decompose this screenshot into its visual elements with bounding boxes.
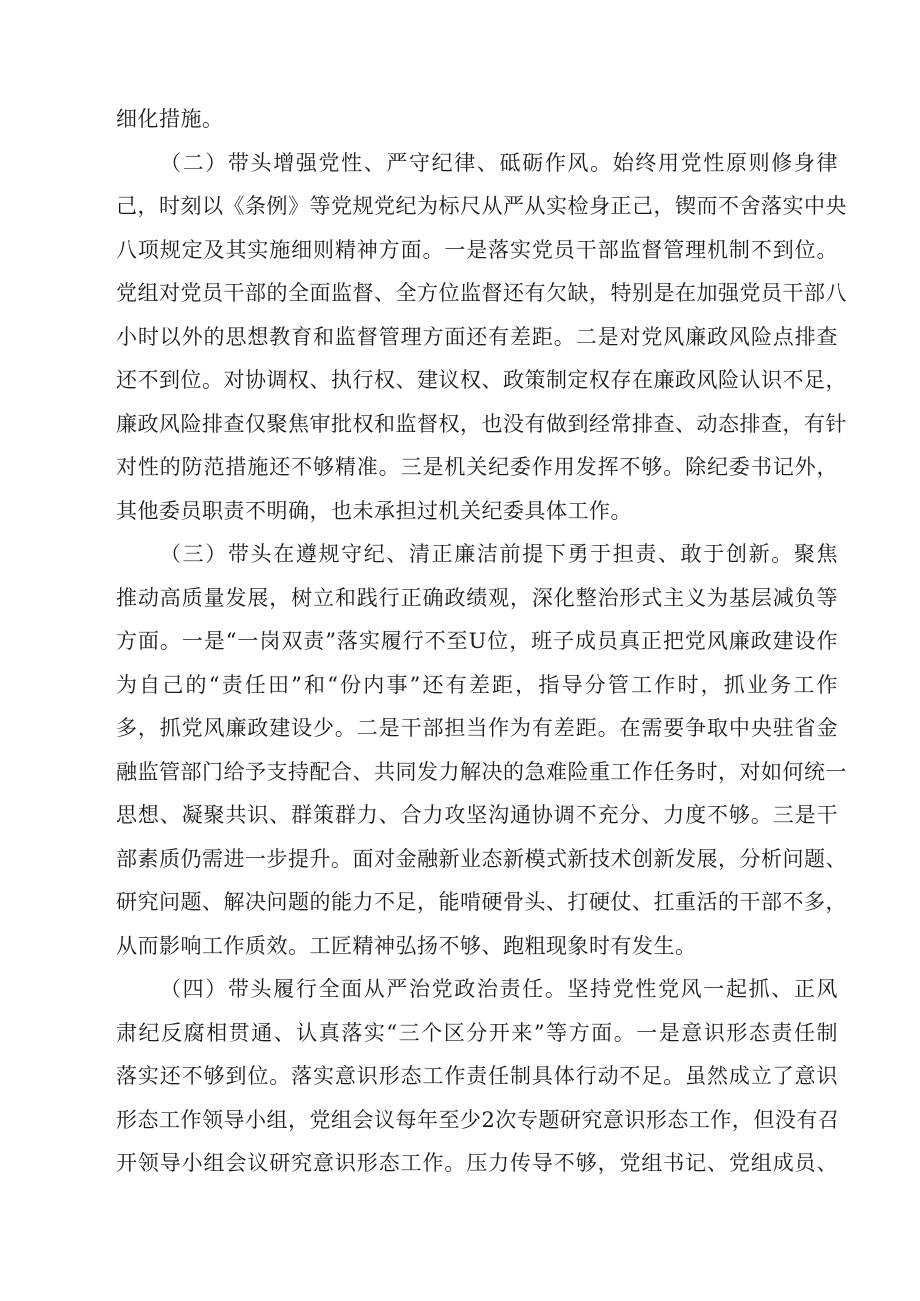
text-line	[116, 490, 838, 534]
line-text: （三）带头在遵规守纪、清正廉洁前提下勇于担责、敢于创新。聚焦	[160, 542, 838, 566]
line-text: 党组对党员干部的全面监督、全方位监督还有欠缺，特别是在加强党员干部八	[116, 281, 847, 305]
line-text: 部素质仍需进一步提升。面对金融新业态新模式新技术创新发展，分析问题、	[116, 846, 847, 871]
text-line	[116, 838, 847, 882]
line-text: 细化措施。	[116, 107, 224, 131]
line-text: 八项规定及其实施细则精神方面。一是落实党员干部监督管理机制不到位。	[116, 237, 838, 262]
text-line	[116, 316, 838, 360]
paragraph-start-line	[116, 142, 838, 186]
text-line	[116, 229, 838, 273]
text-line	[116, 403, 847, 447]
text-line	[116, 185, 847, 229]
text-line	[116, 577, 838, 621]
line-text: 对性的防范措施还不够精准。三是机关纪委作用发挥不够。除纪委书记外，	[116, 455, 838, 479]
text-line	[116, 359, 847, 403]
line-text: 形态工作领导小组，党组会议每年至少2次专题研究意识形态工作，但没有召	[116, 1107, 840, 1132]
text-line	[116, 881, 847, 925]
text-line	[116, 794, 838, 838]
text-line	[116, 1142, 838, 1186]
text-line	[116, 446, 838, 490]
line-text: 方面。一是“一岗双责”落实履行不至U位，班子成员真正把党风廉政建设作	[116, 629, 838, 653]
line-text: 思想、凝聚共识、群策群力、合力攻坚沟通协调不充分、力度不够。三是干	[116, 803, 838, 827]
text-line	[116, 1012, 838, 1056]
body-text	[116, 98, 847, 1186]
line-text: 其他委员职责不明确，也未承担过机关纪委具体工作。	[116, 498, 632, 523]
line-text: 研究问题、解决问题的能力不足，能啃硬骨头、打硬仗、扛重活的干部不多，	[116, 890, 847, 914]
text-line	[116, 925, 838, 969]
text-line	[116, 272, 847, 316]
paragraph-start-line	[116, 968, 838, 1012]
line-text: 小时以外的思想教育和监督管理方面还有差距。二是对党风廉政风险点排查	[116, 324, 838, 349]
line-text: （四）带头履行全面从严治党政治责任。坚持党性党风一起抓、正风	[160, 977, 838, 1001]
text-line	[116, 751, 847, 795]
line-text: 还不到位。对协调权、执行权、建议权、政策制定权存在廉政风险认识不足，	[116, 368, 847, 392]
line-text: 开领导小组会议研究意识形态工作。压力传导不够，党组书记、党组成员、	[116, 1151, 838, 1175]
line-text: 落实还不够到位。落实意识形态工作责任制具体行动不足。虽然成立了意识	[116, 1064, 838, 1088]
line-text: 多，抓党风廉政建设少。二是干部担当作为有差距。在需要争取中央驻省金	[116, 716, 838, 740]
text-line	[116, 98, 838, 142]
line-text: 融监管部门给予支持配合、共同发力解决的急难险重工作任务时，对如何统一	[116, 759, 847, 784]
line-text: 推动高质量发展，树立和践行正确政绩观，深化整治形式主义为基层减负等	[116, 585, 838, 610]
text-line	[116, 620, 838, 664]
text-line	[116, 664, 838, 708]
line-text: 肃纪反腐相贯通、认真落实“三个区分开来”等方面。一是意识形态责任制	[116, 1020, 838, 1045]
paragraph-start-line	[116, 533, 838, 577]
line-text: 为自己的“责任田”和“份内事”还有差距，指导分管工作时，抓业务工作	[116, 672, 838, 697]
text-line	[116, 1055, 838, 1099]
line-text: 廉政风险排查仅聚焦审批权和监督权，也没有做到经常排查、动态排查，有针	[116, 411, 847, 436]
line-text: 从而影响工作质效。工匠精神弘扬不够、跑粗现象时有发生。	[116, 933, 697, 958]
line-text: （二）带头增强党性、严守纪律、砥砺作风。始终用党性原则修身律	[160, 150, 838, 175]
text-line	[116, 1099, 838, 1143]
text-line	[116, 707, 838, 751]
line-text: 己，时刻以《条例》等党规党纪为标尺从严从实检身正己，锲而不舍落实中央	[116, 194, 847, 218]
